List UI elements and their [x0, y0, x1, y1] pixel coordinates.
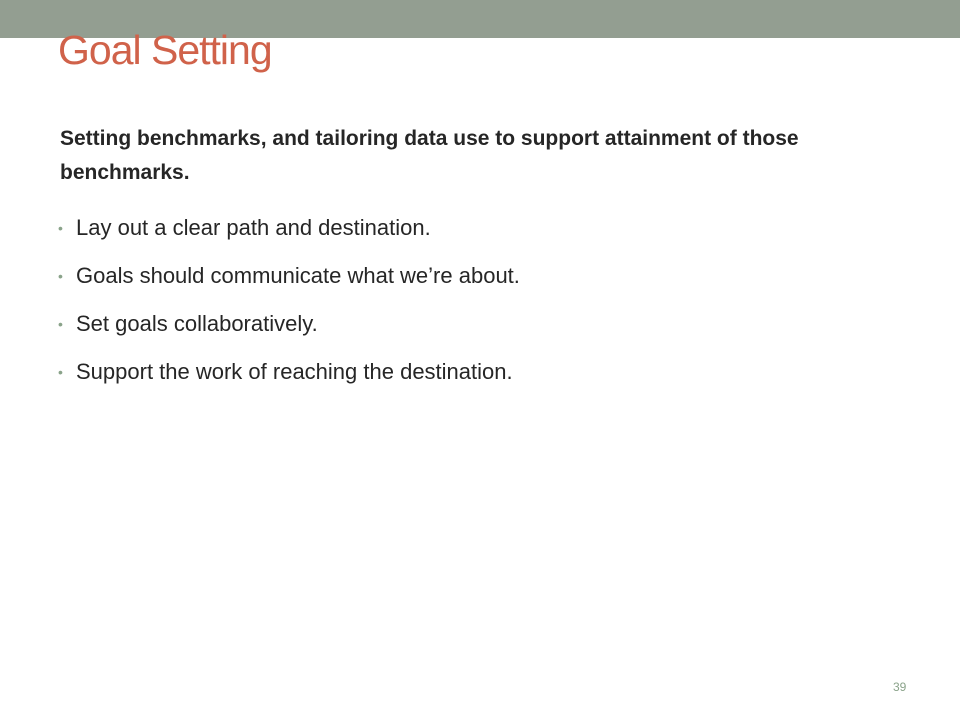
bullet-text: Lay out a clear path and destination. [76, 215, 431, 240]
bullet-text: Set goals collaboratively. [76, 311, 318, 336]
bullet-marker: • [58, 316, 63, 332]
bullet-text: Support the work of reaching the destination. [76, 359, 513, 384]
bullet-marker: • [58, 364, 63, 380]
bullet-text: Goals should communicate what we’re about. [76, 263, 520, 288]
slide-title: Goal Setting [58, 27, 272, 73]
bullet-item [58, 348, 520, 396]
slide-subtitle: Setting benchmarks, and tailoring data use to support attainment of those benchmarks. [60, 127, 799, 184]
bullet-item [58, 204, 520, 252]
page-number: 39 [893, 680, 907, 694]
bullet-marker: • [58, 220, 63, 236]
bullet-marker: • [58, 268, 63, 284]
bullet-list [58, 204, 520, 396]
bullet-item [58, 300, 520, 348]
bullet-item [58, 252, 520, 300]
